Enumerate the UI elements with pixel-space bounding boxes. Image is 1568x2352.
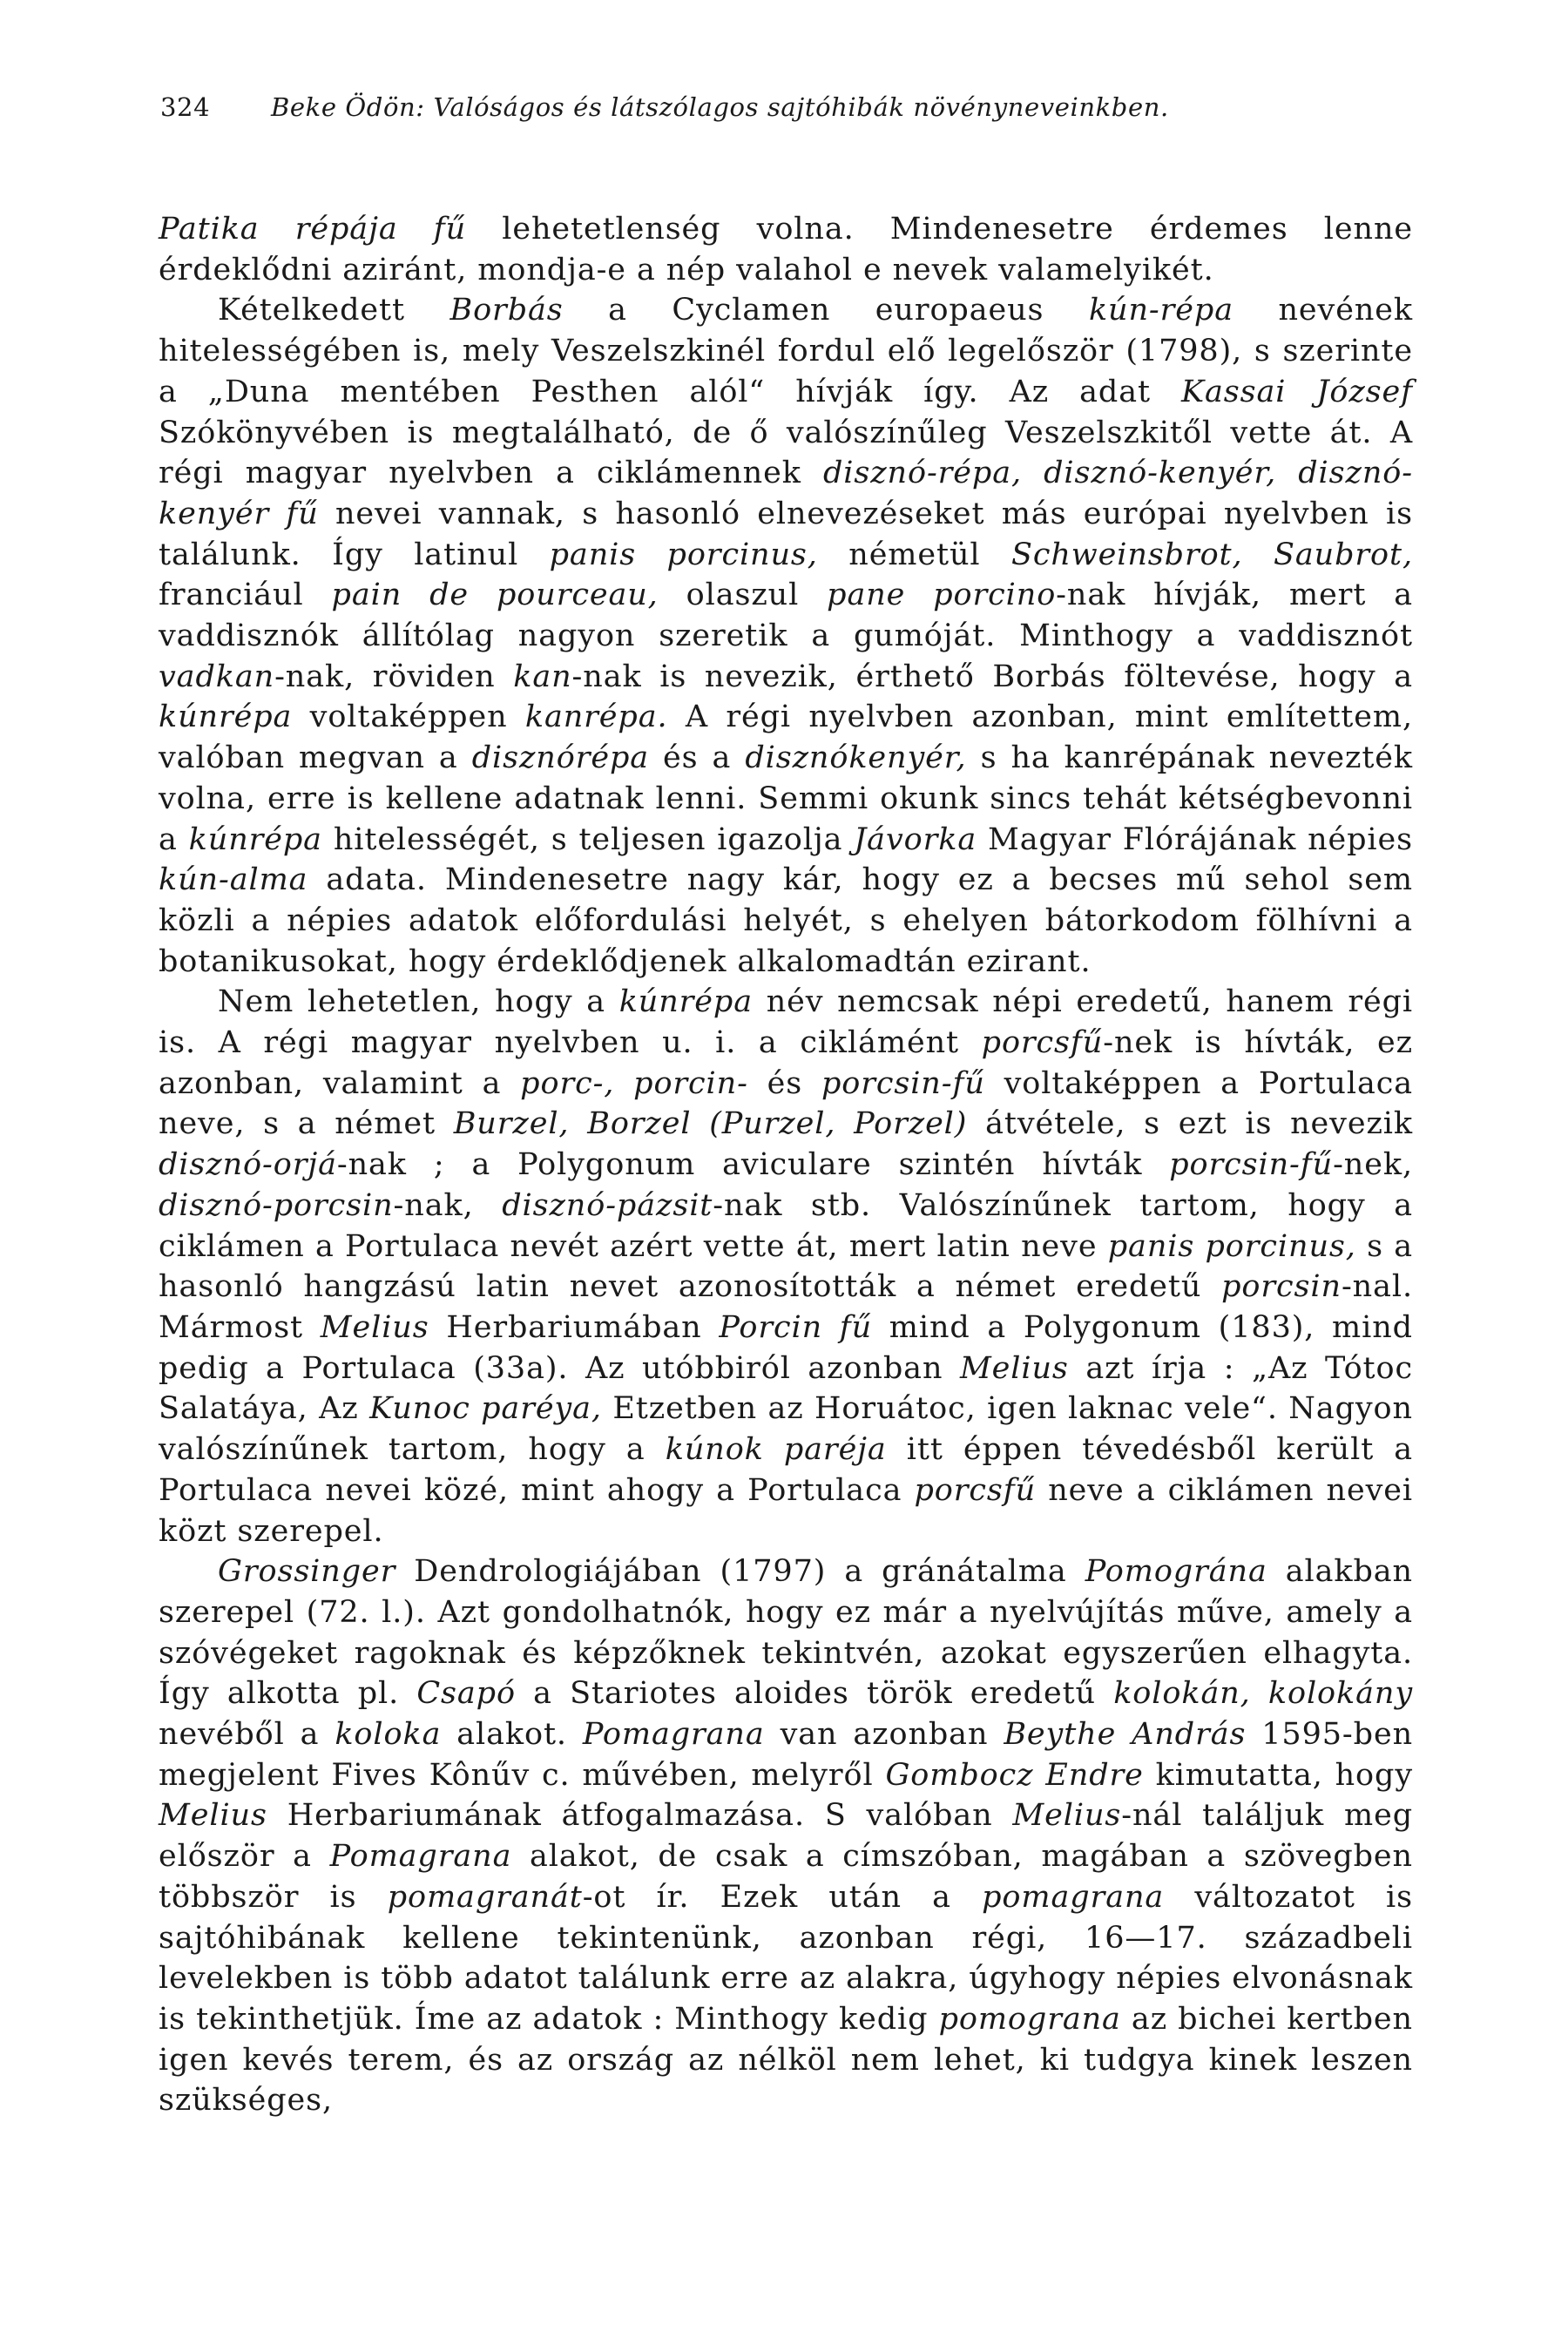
- paragraph-2: [159, 290, 1413, 982]
- text-run: Nem lehetetlen, hogy a: [218, 984, 619, 1020]
- italic-term: Jávorka: [854, 821, 977, 857]
- text-run: -nak ; a Polygonum aviculare szintén hívták: [336, 1147, 1170, 1183]
- text-run: olaszul: [658, 578, 828, 613]
- text-run: és: [747, 1065, 821, 1101]
- italic-term: kúnrépa: [159, 700, 293, 735]
- italic-term: pain de pourceau,: [331, 578, 659, 613]
- paragraph-3: [159, 982, 1413, 1551]
- italic-term: disznórépa: [471, 740, 650, 776]
- text-run: átvétele, s ezt is nevezik: [967, 1106, 1413, 1142]
- italic-term: Melius: [159, 1798, 267, 1834]
- italic-term: Porcin fű: [719, 1309, 873, 1345]
- italic-term: disznó-répa, disznó-kenyér, disznó-kenyér fű: [159, 456, 1413, 531]
- text-run: Magyar Flórájának népies: [977, 821, 1413, 857]
- italic-term: Beythe András: [1004, 1717, 1247, 1753]
- italic-term: disznókenyér,: [745, 740, 967, 776]
- italic-term: kanrépa.: [524, 700, 668, 735]
- italic-term: kúnrépa: [618, 984, 753, 1020]
- text-run: -nal. Mármost: [159, 1269, 1413, 1345]
- italic-term: disznó-porcsin: [159, 1187, 394, 1223]
- text-run: s a hasonló hangzású latin nevet azonosították a német eredetű: [159, 1228, 1413, 1305]
- text-run: németül: [817, 537, 1011, 572]
- italic-term: disznó-pázsit: [502, 1187, 713, 1223]
- text-run: kimutatta, hogy: [1143, 1757, 1413, 1793]
- text-run: mind a Polygonum (183), mind pedig a Portulaca (33a). Az utóbbiról azonban: [159, 1309, 1413, 1386]
- text-run: alakot, de csak a címszóban, magában a szövegben többször is: [159, 1839, 1413, 1915]
- text-run: itt éppen tévedésből került a Portulaca nevei közé, mint ahogy a Portulaca: [159, 1432, 1413, 1508]
- italic-term: Kunoc paréya,: [369, 1391, 602, 1427]
- text-run: -nak hívják, mert a vaddisznók állítólag nagyon szeretik a gumóját. Minthogy a vaddisznót: [159, 578, 1413, 654]
- text-run: 1595-ben megjelent Fives Kônűv c. művében, melyről: [159, 1717, 1414, 1793]
- paragraph-4: [159, 1551, 1413, 2121]
- text-run: nevéből a: [159, 1717, 335, 1753]
- italic-term: Grossinger: [218, 1554, 396, 1590]
- text-run: hitelességét, s teljesen igazolja: [321, 821, 855, 857]
- text-run: voltaképpen: [292, 700, 525, 735]
- text-run: nevei vannak, s hasonló elnevezéseket más európai nyelvben is találunk. Így latinul: [159, 496, 1413, 572]
- text-run: Dendrologiájában (1797) a gránátalma: [395, 1554, 1085, 1590]
- text-run: -nak stb. Valószínűnek tartom, hogy a ciklámen a Portulaca nevét azért vette át, mert latin neve: [159, 1187, 1413, 1264]
- text-run: és a: [649, 740, 746, 776]
- text-run: Herbariumának átfogalmazása. S valóban: [267, 1798, 1013, 1834]
- text-run: -nek is hívták, ez azonban, valamint a: [159, 1025, 1413, 1101]
- italic-term: Csapó: [416, 1676, 516, 1712]
- italic-term: panis porcinus,: [549, 537, 818, 572]
- text-run: Kételkedett: [218, 293, 450, 328]
- italic-term: Borbás: [449, 293, 564, 328]
- text-run: nevének hitelességében is, mely Veszelszkinél fordul elő legelőször (1798), s szerinte a „Duna mentében Pesthen alól“ hívják így. Az adat: [159, 293, 1413, 409]
- text-run: Herbariumában: [429, 1309, 720, 1345]
- page-number: 324: [160, 92, 211, 122]
- italic-term: koloka: [335, 1717, 442, 1753]
- text-run: a Cyclamen europaeus: [563, 293, 1089, 328]
- text-run: -nek,: [1333, 1147, 1413, 1183]
- italic-term: kún-alma: [159, 862, 308, 898]
- italic-term: disznó-orjá: [159, 1147, 337, 1183]
- text-run: Etzetben az Horuátoc, igen laknac vele“. Nagyon valószínűnek tartom, hogy a: [159, 1391, 1413, 1468]
- italic-term: kúnrépa: [188, 821, 322, 857]
- body-text: [159, 209, 1413, 2121]
- italic-term: pomagranát: [387, 1879, 583, 1915]
- italic-term: Melius: [1012, 1798, 1122, 1834]
- italic-term: Burzel, Borzel (Purzel, Porzel): [453, 1106, 968, 1142]
- italic-term: porcsin-fű: [821, 1065, 985, 1101]
- italic-term: kún-répa: [1088, 293, 1233, 328]
- italic-term: Patika répája fű: [159, 212, 467, 247]
- italic-term: kan: [513, 659, 572, 694]
- italic-term: kúnok paréja: [665, 1432, 887, 1468]
- italic-term: pomagrana: [982, 1879, 1165, 1915]
- italic-term: vadkan: [159, 659, 275, 694]
- running-header: [160, 92, 1415, 122]
- italic-term: Kassai József: [1180, 374, 1413, 409]
- text-run: alakot.: [441, 1717, 583, 1753]
- text-run: a Stariotes aloides török eredetű: [515, 1676, 1114, 1712]
- text-run: franciául: [159, 578, 332, 613]
- text-run: Szókönyvében is megtalálható, de ő valószínűleg Veszelszkitől vette át. A régi magyar nyelvben a ciklámennek: [159, 415, 1413, 491]
- text-run: név nemcsak népi eredetű, hanem régi is. A régi magyar nyelvben u. i. a ciklámént: [159, 984, 1413, 1061]
- italic-term: Melius: [320, 1309, 429, 1345]
- paragraph-1: [159, 209, 1413, 290]
- text-run: alakban szerepel (72. l.). Azt gondolhatnók, hogy ez már a nyelvújítás műve, amely a szóvégeket ragoknak és képzőknek tekintvén, azokat egyszerűen elhagyta. Így alkotta pl.: [159, 1554, 1413, 1712]
- italic-term: Gombocz Endre: [885, 1757, 1144, 1793]
- text-run: -nál találjuk meg először a: [159, 1798, 1413, 1875]
- text-run: -nak,: [393, 1187, 503, 1223]
- text-run: neve a ciklámen nevei közt szerepel.: [159, 1472, 1413, 1549]
- italic-term: Melius: [959, 1350, 1069, 1386]
- italic-term: porcsfű: [914, 1472, 1037, 1508]
- italic-term: porc-, porcin-: [520, 1065, 748, 1101]
- italic-term: pomograna: [938, 2001, 1121, 2037]
- italic-term: porcsfű: [981, 1025, 1104, 1061]
- italic-term: Pomagrana: [329, 1839, 512, 1875]
- text-run: voltaképpen a Portulaca neve, s a német: [159, 1065, 1414, 1142]
- italic-term: porcsin: [1221, 1269, 1342, 1305]
- text-run: változatot is sajtóhibának kellene tekintenünk, azonban régi, 16—17. századbeli levelekben is több adatot találunk erre az alakra, úgyhogy népies elvonásnak is tekinthetjük. Íme az adatok : Minthogy kedig: [159, 1879, 1413, 2037]
- text-run: A régi nyelvben azonban, mint említettem, valóban megvan a: [159, 700, 1413, 776]
- text-run: -nak is nevezik, érthető Borbás föltevése, hogy a: [571, 659, 1413, 694]
- text-run: van azonban: [764, 1717, 1004, 1753]
- text-run: -ot ír. Ezek után a: [582, 1879, 983, 1915]
- text-run: lehetetlenség volna. Mindenesetre érdemes lenne érdeklődni aziránt, mondja-e a nép valahol e nevek valamelyikét.: [159, 212, 1413, 287]
- text-run: adata. Mindenesetre nagy kár, hogy ez a becses mű sehol sem közli a népies adatok előfordulási helyét, s ehelyen bátorkodom fölhívni a botanikusokat, hogy érdeklődjenek alkalomadtán ezirant.: [159, 862, 1413, 979]
- text-run: -nak, röviden: [274, 659, 514, 694]
- italic-term: panis porcinus,: [1107, 1228, 1356, 1264]
- text-run: s ha kanrépának nevezték volna, erre is kellene adatnak lenni. Semmi okunk sincs tehát kétségbevonni a: [159, 740, 1413, 857]
- running-title: Beke Ödön: Valóságos és látszólagos sajtóhibák növényneveinkben.: [270, 92, 1169, 122]
- italic-term: Pomográna: [1085, 1554, 1267, 1590]
- italic-term: kolokán, kolokány: [1113, 1676, 1414, 1712]
- text-run: az bichei kertben igen kevés terem, és az ország az nélköl nem lehet, ki tudgya kinek leszen szükséges,: [159, 2001, 1413, 2119]
- italic-term: porcsin-fű: [1169, 1147, 1334, 1183]
- italic-term: Schweinsbrot, Saubrot,: [1010, 537, 1413, 572]
- italic-term: pane porcino: [827, 578, 1057, 613]
- italic-term: Pomagrana: [582, 1717, 765, 1753]
- text-run: azt írja : „Az Tótoc Salatáya, Az: [159, 1350, 1413, 1427]
